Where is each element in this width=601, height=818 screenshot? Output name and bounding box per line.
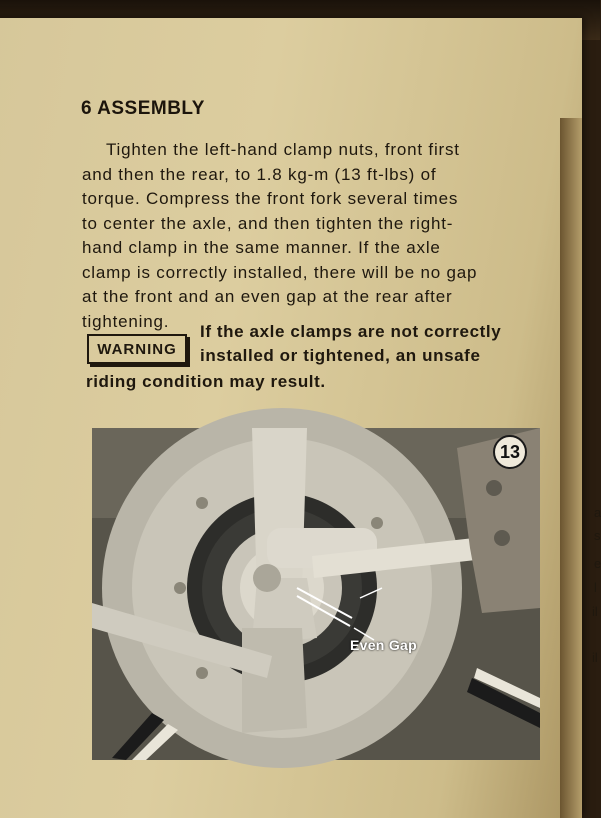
adjacent-page-edge <box>560 118 582 818</box>
figure-number-badge: 13 <box>493 435 527 469</box>
section-heading: 6 ASSEMBLY <box>81 98 205 119</box>
paragraph-line: torque. Compress the front fork several times <box>82 189 459 208</box>
warning-line-3: riding condition may result. <box>86 372 326 391</box>
warning-line-1: If the axle clamps are not correctly <box>200 322 502 341</box>
paragraph-line: tightening. <box>82 311 170 331</box>
warning-line-2: installed or tightened, an unsafe <box>200 346 481 365</box>
figure-photo <box>92 428 540 760</box>
warning-text <box>200 320 540 368</box>
axle-clamp-illustration <box>92 428 540 760</box>
warning-label-box: WARNING <box>87 334 187 364</box>
margin-fragment: il <box>592 604 598 619</box>
paragraph-line: to center the axle, and then tighten the right- <box>82 213 454 233</box>
paragraph-line: hand clamp in the same manner. If the axle <box>82 238 441 257</box>
instruction-paragraph <box>82 138 538 334</box>
margin-fragment: il <box>592 650 598 665</box>
paragraph-line: and then the rear, to 1.8 kg-m (13 ft-lbs) of <box>82 164 437 184</box>
paragraph-line: at the front and an even gap at the rear after <box>82 287 453 306</box>
margin-fragment: l <box>594 580 597 595</box>
paragraph-line: Tighten the left-hand clamp nuts, front first <box>106 140 460 159</box>
margin-fragment: s <box>594 528 601 543</box>
even-gap-callout: Even Gap <box>350 637 417 653</box>
paragraph-line: clamp is correctly installed, there will be no gap <box>82 262 478 282</box>
margin-fragment: a <box>594 505 601 520</box>
margin-fragment: e <box>594 556 601 571</box>
